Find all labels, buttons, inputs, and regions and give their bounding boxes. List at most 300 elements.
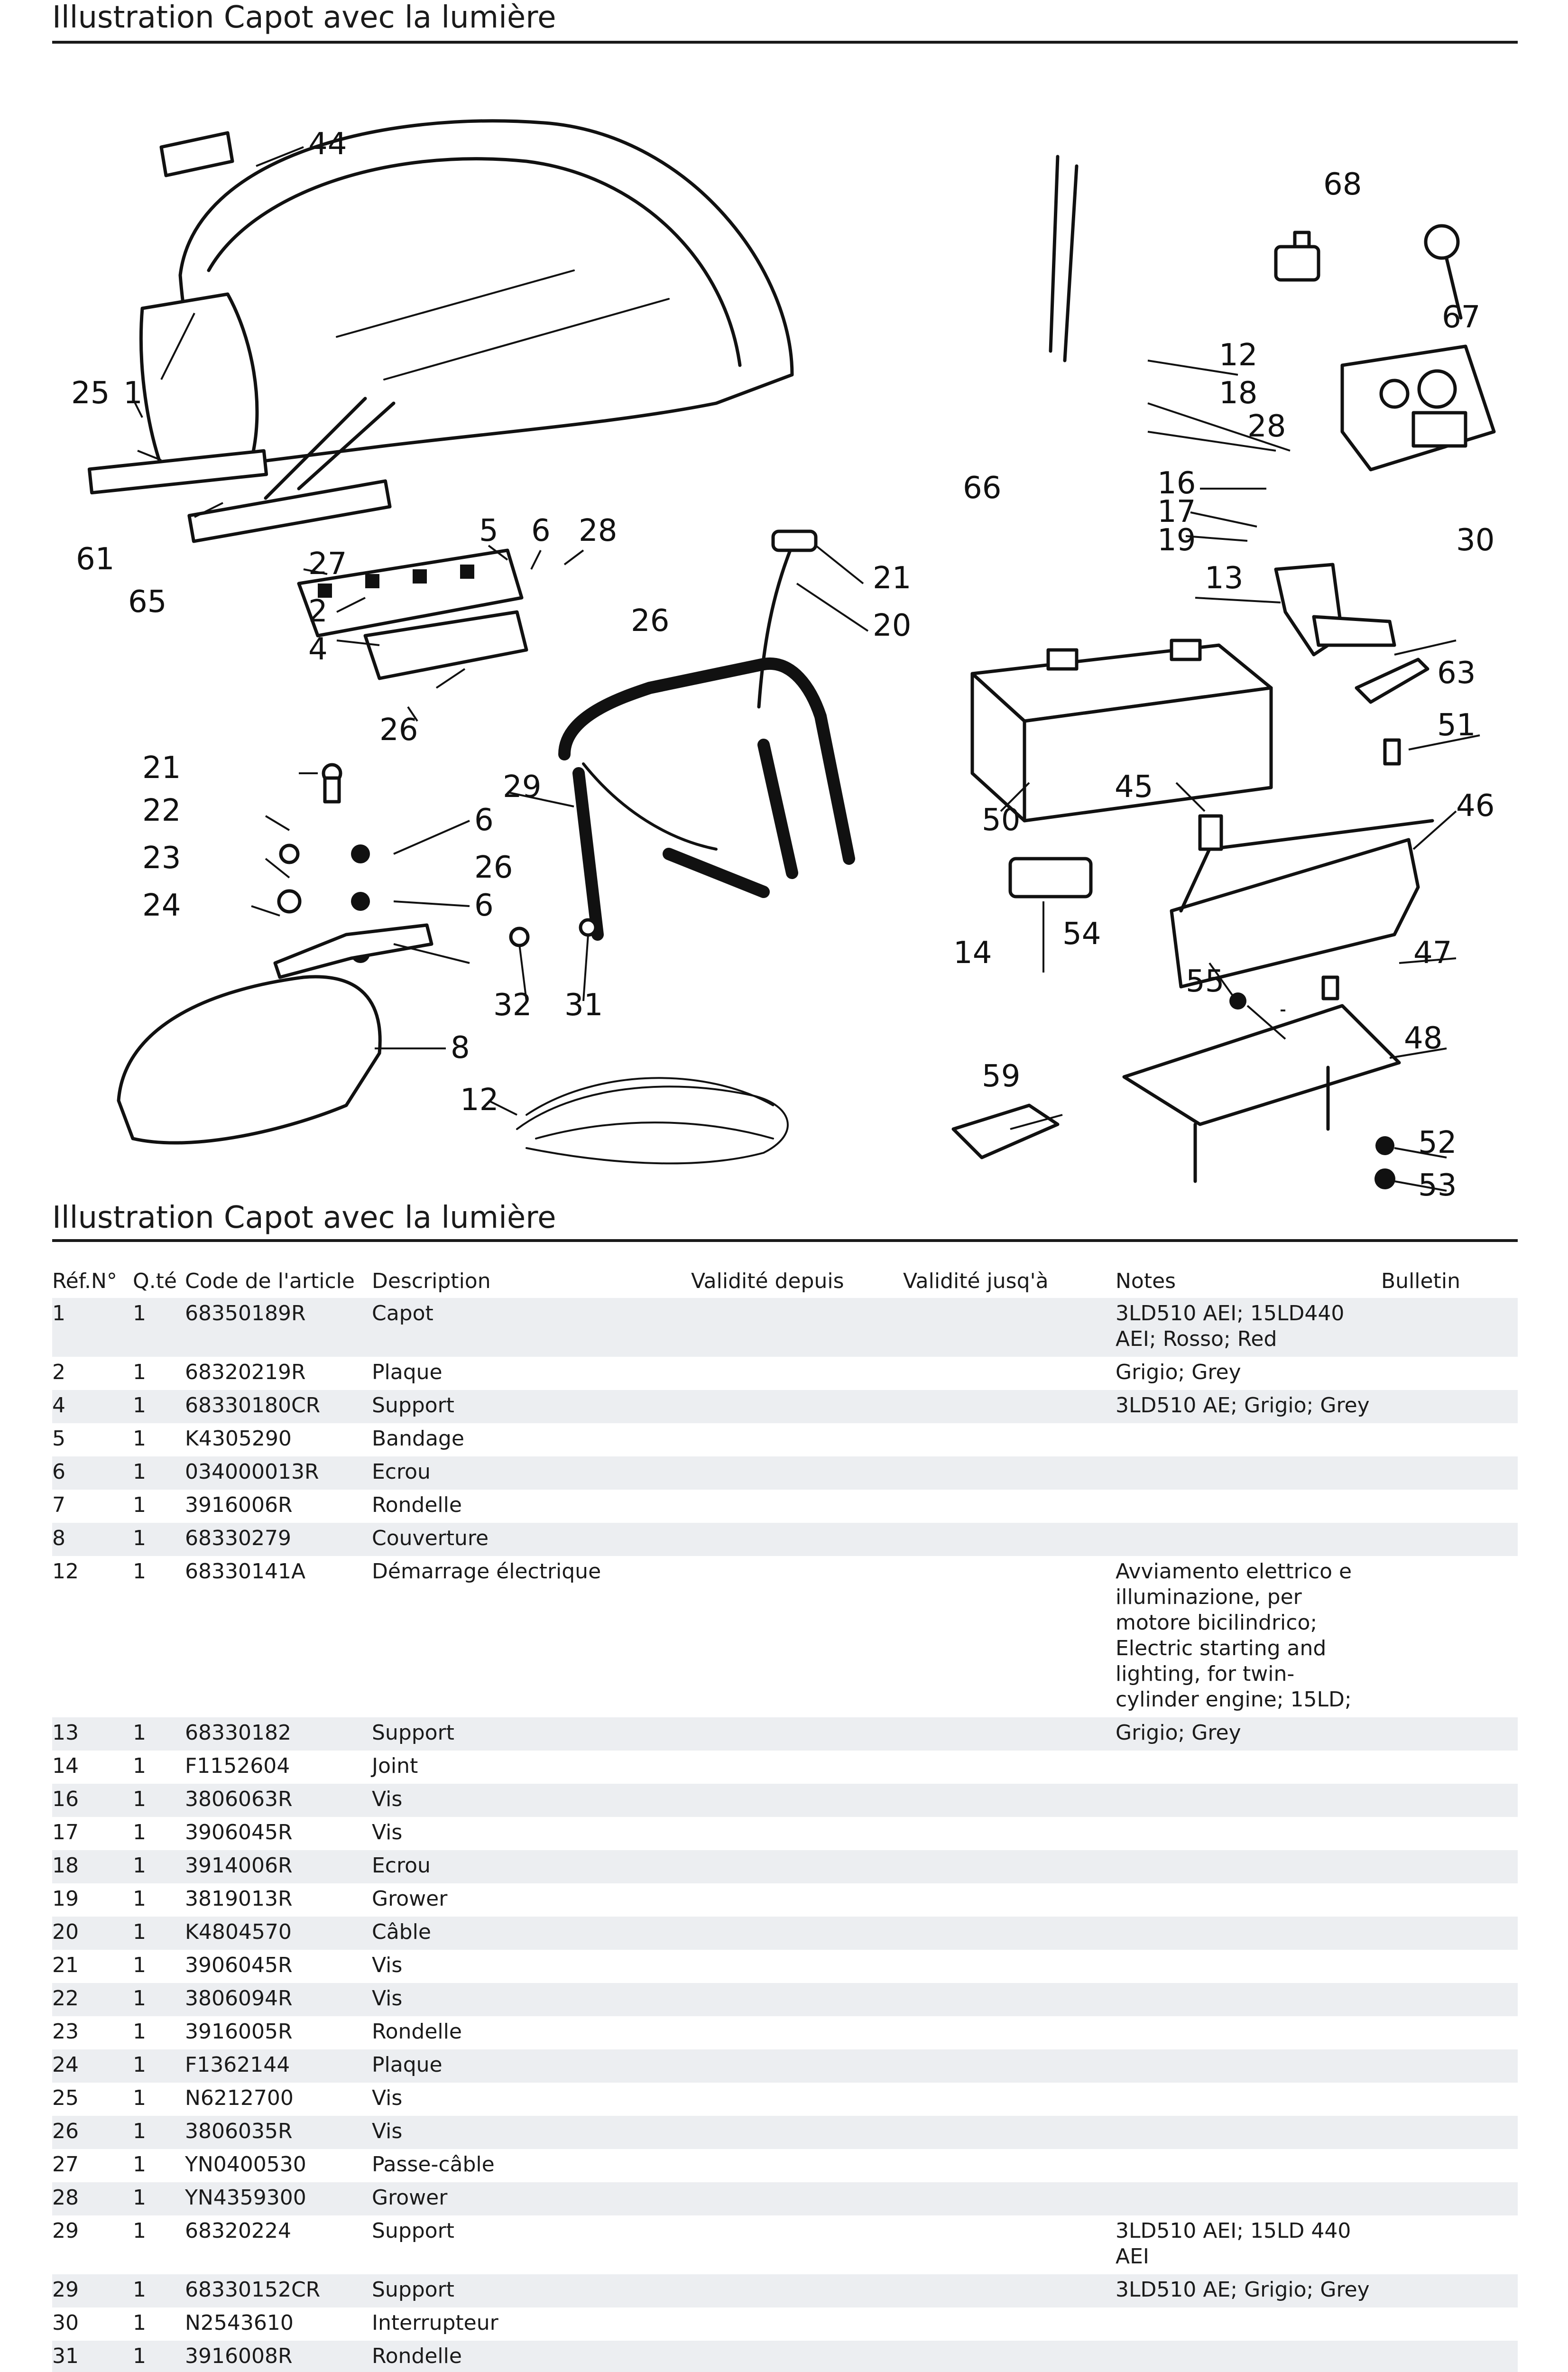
cell-bulletin: [1381, 1298, 1518, 1357]
cell-description: Passe-câble: [372, 2149, 691, 2182]
callout-63: 63: [1437, 656, 1476, 691]
cell-ref: 17: [52, 1817, 133, 1850]
cell-code: N2543610: [185, 2307, 372, 2341]
cell-notes: 3LD510 AE; Grigio; Grey: [1116, 2274, 1381, 2307]
cell-notes: [1116, 2016, 1381, 2049]
cell-qty: 1: [133, 2116, 185, 2149]
cell-qty: 1: [133, 1556, 185, 1717]
cell-bulletin: [1381, 1950, 1518, 1983]
cell-valid-to: [903, 1950, 1116, 1983]
cell-valid-from: [691, 1423, 903, 1456]
cell-code: K4305290: [185, 1423, 372, 1456]
cell-valid-to: [903, 1523, 1116, 1556]
hardware-parts: [275, 765, 432, 977]
cell-notes: [1116, 2307, 1381, 2341]
callout-12: 12: [460, 1083, 499, 1118]
callout-24: 24: [142, 888, 181, 923]
callout-16: 16: [1157, 466, 1196, 501]
table-body: [52, 1298, 1518, 2372]
callout-29: 29: [503, 769, 542, 805]
cell-valid-from: [691, 2016, 903, 2049]
callout-17: 17: [1157, 494, 1196, 529]
callout-32: 32: [493, 988, 532, 1023]
cell-qty: 1: [133, 2274, 185, 2307]
table-row: [52, 2215, 1518, 2274]
title-rule: [52, 1239, 1518, 1242]
cell-code: F1362144: [185, 2049, 372, 2083]
callout-4: 4: [308, 632, 328, 667]
cell-notes: [1116, 1817, 1381, 1850]
cell-valid-to: [903, 2116, 1116, 2149]
cell-valid-to: [903, 1490, 1116, 1523]
cell-bulletin: [1381, 1390, 1518, 1423]
callout-5: 5: [479, 513, 498, 548]
cell-code: 68330180CR: [185, 1390, 372, 1423]
cell-notes: [1116, 1950, 1381, 1983]
cell-qty: 1: [133, 1917, 185, 1950]
cell-description: Vis: [372, 1817, 691, 1850]
callout-27: 27: [308, 547, 347, 582]
wiring-harness-part: [517, 1078, 788, 1163]
table-row: [52, 1883, 1518, 1917]
cell-description: Vis: [372, 1950, 691, 1983]
cell-ref: 5: [52, 1423, 133, 1456]
callout-26b: 26: [379, 713, 418, 748]
cell-notes: Grigio; Grey: [1116, 1717, 1381, 1751]
cell-notes: [1116, 2116, 1381, 2149]
cell-qty: 1: [133, 2215, 185, 2274]
cell-bulletin: [1381, 2083, 1518, 2116]
table-row: [52, 1917, 1518, 1950]
cell-bulletin: [1381, 1883, 1518, 1917]
cell-notes: [1116, 1850, 1381, 1883]
cell-description: Ecrou: [372, 1850, 691, 1883]
cell-valid-to: [903, 2049, 1116, 2083]
cell-ref: 20: [52, 1917, 133, 1950]
cell-description: Vis: [372, 2083, 691, 2116]
cell-bulletin: [1381, 1423, 1518, 1456]
cell-bulletin: [1381, 1817, 1518, 1850]
cell-valid-from: [691, 1456, 903, 1490]
callout-46: 46: [1456, 788, 1495, 824]
cell-bulletin: [1381, 1523, 1518, 1556]
callout-1: 1: [123, 376, 143, 411]
cell-notes: [1116, 2083, 1381, 2116]
cell-valid-to: [903, 1390, 1116, 1423]
col-header-ref: Réf.N°: [52, 1269, 117, 1293]
cell-valid-to: [903, 2016, 1116, 2049]
support-63-part: [1356, 659, 1428, 702]
callout-22: 22: [142, 793, 181, 828]
table-row: [52, 1490, 1518, 1523]
cell-ref: 8: [52, 1523, 133, 1556]
section-title: Illustration Capot avec la lumière: [52, 1200, 556, 1235]
cell-description: Support: [372, 2274, 691, 2307]
callout-25: 25: [71, 376, 110, 411]
callout-21b: 21: [142, 751, 181, 786]
cell-ref: 14: [52, 1751, 133, 1784]
cell-bulletin: [1381, 2016, 1518, 2049]
callout-48: 48: [1404, 1021, 1443, 1056]
cell-valid-to: [903, 1817, 1116, 1850]
callout-20: 20: [873, 608, 912, 643]
cell-code: K4804570: [185, 1917, 372, 1950]
cell-valid-to: [903, 2274, 1116, 2307]
cell-code: 3806094R: [185, 1983, 372, 2016]
cell-notes: [1116, 1523, 1381, 1556]
cell-ref: 21: [52, 1950, 133, 1983]
cell-description: Démarrage électrique: [372, 1556, 691, 1717]
cell-valid-from: [691, 2341, 903, 2372]
cell-valid-from: [691, 1817, 903, 1850]
table-row: [52, 2083, 1518, 2116]
cell-notes: [1116, 1883, 1381, 1917]
table-row: [52, 2182, 1518, 2215]
cell-code: 3916005R: [185, 2016, 372, 2049]
callout-28b: 28: [1247, 409, 1286, 444]
cell-bulletin: [1381, 2274, 1518, 2307]
cell-description: Capot: [372, 1298, 691, 1357]
cell-valid-from: [691, 1917, 903, 1950]
cell-bulletin: [1381, 1917, 1518, 1950]
callout-12b: 12: [1219, 338, 1258, 373]
cell-valid-to: [903, 2215, 1116, 2274]
cell-notes: [1116, 1917, 1381, 1950]
cell-bulletin: [1381, 2182, 1518, 2215]
cell-valid-from: [691, 1357, 903, 1390]
cell-code: 68320219R: [185, 1357, 372, 1390]
callout-45: 45: [1115, 769, 1153, 805]
cell-notes: Grigio; Grey: [1116, 1357, 1381, 1390]
table-row: [52, 2274, 1518, 2307]
gasket-part: [1010, 859, 1091, 897]
cell-qty: 1: [133, 1850, 185, 1883]
cell-notes: [1116, 1456, 1381, 1490]
cell-valid-from: [691, 1751, 903, 1784]
cell-description: Plaque: [372, 1357, 691, 1390]
cell-code: YN4359300: [185, 2182, 372, 2215]
cell-ref: 23: [52, 2016, 133, 2049]
cell-bulletin: [1381, 1717, 1518, 1751]
callout-66: 66: [963, 471, 1002, 506]
callout-14: 14: [953, 936, 992, 971]
cell-ref: 26: [52, 2116, 133, 2149]
hood-part: [141, 121, 792, 479]
cell-notes: [1116, 2149, 1381, 2182]
cell-valid-from: [691, 1983, 903, 2016]
cell-description: Grower: [372, 2182, 691, 2215]
cell-bulletin: [1381, 1556, 1518, 1717]
cell-valid-from: [691, 2215, 903, 2274]
callout-31: 31: [564, 988, 603, 1023]
cell-valid-from: [691, 2116, 903, 2149]
cable-20-part: [759, 546, 792, 707]
battery-cable-part: [1051, 157, 1077, 361]
cell-qty: 1: [133, 2182, 185, 2215]
cell-code: 68330182: [185, 1717, 372, 1751]
cell-valid-to: [903, 1983, 1116, 2016]
cell-valid-from: [691, 1950, 903, 1983]
cell-qty: 1: [133, 1456, 185, 1490]
cell-valid-from: [691, 1850, 903, 1883]
cell-ref: 24: [52, 2049, 133, 2083]
cell-valid-to: [903, 1556, 1116, 1717]
cell-code: 3819013R: [185, 1883, 372, 1917]
cell-ref: 6: [52, 1456, 133, 1490]
cell-ref: 1: [52, 1298, 133, 1357]
cell-description: Couverture: [372, 1523, 691, 1556]
cell-notes: [1116, 1784, 1381, 1817]
table-row: [52, 2341, 1518, 2372]
cell-code: 3806035R: [185, 2116, 372, 2149]
cell-description: Bandage: [372, 1423, 691, 1456]
cell-qty: 1: [133, 1298, 185, 1357]
cell-bulletin: [1381, 1850, 1518, 1883]
key-switch-part: [1276, 232, 1319, 280]
cell-ref: 2: [52, 1357, 133, 1390]
cell-description: Rondelle: [372, 2016, 691, 2049]
cell-code: 68320224: [185, 2215, 372, 2274]
callout-2: 2: [308, 594, 328, 629]
table-row: [52, 1390, 1518, 1423]
table-row: [52, 1950, 1518, 1983]
col-header-description: Description: [372, 1269, 491, 1293]
cell-valid-from: [691, 1298, 903, 1357]
col-header-valid-from: Validité depuis: [691, 1269, 844, 1293]
cell-ref: 31: [52, 2341, 133, 2372]
cell-bulletin: [1381, 1357, 1518, 1390]
cell-code: 3914006R: [185, 1850, 372, 1883]
title-rule: [52, 41, 1518, 44]
callout-6c: 6: [474, 888, 494, 923]
cell-bulletin: [1381, 2149, 1518, 2182]
cell-valid-to: [903, 1423, 1116, 1456]
cell-bulletin: [1381, 2116, 1518, 2149]
callout-6b: 6: [474, 803, 494, 838]
cover-part: [119, 977, 380, 1143]
cell-qty: 1: [133, 1784, 185, 1817]
cell-valid-from: [691, 1523, 903, 1556]
callout-8: 8: [451, 1030, 470, 1066]
callout-53: 53: [1418, 1168, 1457, 1203]
cell-valid-to: [903, 1917, 1116, 1950]
cell-valid-from: [691, 2274, 903, 2307]
cell-description: Interrupteur: [372, 2307, 691, 2341]
cell-description: Grower: [372, 1883, 691, 1917]
callout-55: 55: [1186, 964, 1225, 999]
cell-description: Rondelle: [372, 1490, 691, 1523]
cell-bulletin: [1381, 2307, 1518, 2341]
cell-notes: 3LD510 AEI; 15LD 440 AEI: [1116, 2215, 1381, 2274]
callout-44: 44: [308, 127, 347, 162]
callout-51: 51: [1437, 708, 1476, 743]
cell-ref: 29: [52, 2215, 133, 2274]
cell-qty: 1: [133, 1883, 185, 1917]
switch-panel-part: [1342, 346, 1494, 470]
cell-valid-to: [903, 1850, 1116, 1883]
cell-qty: 1: [133, 1423, 185, 1456]
cell-code: 68330279: [185, 1523, 372, 1556]
table-row: [52, 2307, 1518, 2341]
cell-valid-to: [903, 2307, 1116, 2341]
cell-notes: [1116, 2182, 1381, 2215]
cell-qty: 1: [133, 2083, 185, 2116]
section-title: Illustration Capot avec la lumière: [52, 0, 556, 35]
cell-qty: 1: [133, 2016, 185, 2049]
table-header-row: [52, 1252, 1518, 1298]
cell-ref: 29: [52, 2274, 133, 2307]
cell-ref: 7: [52, 1490, 133, 1523]
cell-code: 3806063R: [185, 1784, 372, 1817]
cell-valid-from: [691, 1390, 903, 1423]
table-row: [52, 1556, 1518, 1717]
cell-ref: 4: [52, 1390, 133, 1423]
col-header-valid-to: Validité jusq'à: [903, 1269, 1049, 1293]
callout-6: 6: [531, 513, 551, 548]
exploded-view-drawing: [52, 71, 1518, 1203]
cell-bulletin: [1381, 1456, 1518, 1490]
cell-ref: 22: [52, 1983, 133, 2016]
callout-61: 61: [76, 542, 115, 577]
cell-description: Rondelle: [372, 2341, 691, 2372]
cell-code: 3916006R: [185, 1490, 372, 1523]
cell-bulletin: [1381, 2341, 1518, 2372]
cell-description: Vis: [372, 2116, 691, 2149]
cell-bulletin: [1381, 1983, 1518, 2016]
cell-valid-to: [903, 1717, 1116, 1751]
cell-valid-to: [903, 1883, 1116, 1917]
cell-qty: 1: [133, 1717, 185, 1751]
callout-13: 13: [1205, 561, 1244, 596]
callout-59: 59: [982, 1059, 1021, 1094]
table-row: [52, 1850, 1518, 1883]
cell-bulletin: [1381, 2049, 1518, 2083]
cell-code: 68330152CR: [185, 2274, 372, 2307]
table-row: [52, 1784, 1518, 1817]
cell-qty: 1: [133, 1817, 185, 1850]
cell-code: 68350189R: [185, 1298, 372, 1357]
cell-notes: 3LD510 AEI; 15LD440 AEI; Rosso; Red: [1116, 1298, 1381, 1357]
callout-23: 23: [142, 841, 181, 876]
cell-valid-to: [903, 1456, 1116, 1490]
support-59-part: [953, 1105, 1058, 1158]
callout-67: 67: [1442, 300, 1481, 335]
table-row: [52, 1983, 1518, 2016]
callout-65: 65: [128, 584, 167, 620]
callout-7: 26: [474, 850, 513, 885]
callout-28: 28: [579, 513, 618, 548]
cell-valid-from: [691, 1490, 903, 1523]
cell-valid-to: [903, 1298, 1116, 1357]
cell-valid-to: [903, 2149, 1116, 2182]
cell-bulletin: [1381, 2215, 1518, 2274]
cell-description: Support: [372, 1390, 691, 1423]
cell-valid-from: [691, 2149, 903, 2182]
cell-bulletin: [1381, 1784, 1518, 1817]
cell-notes: Avviamento elettrico e illuminazione, per motore bicilindrico; Electric starting and lighting, for twin-cylinder engine; 15LD;: [1116, 1556, 1381, 1717]
cell-valid-from: [691, 2049, 903, 2083]
table-row: [52, 1357, 1518, 1390]
callout-47: 47: [1413, 936, 1452, 971]
cell-description: Plaque: [372, 2049, 691, 2083]
col-header-code: Code de l'article: [185, 1269, 355, 1293]
cell-description: Vis: [372, 1983, 691, 2016]
cell-ref: 12: [52, 1556, 133, 1717]
cell-ref: 19: [52, 1883, 133, 1917]
cell-code: F1152604: [185, 1751, 372, 1784]
cell-qty: 1: [133, 1523, 185, 1556]
cell-bulletin: [1381, 1490, 1518, 1523]
col-header-notes: Notes: [1116, 1269, 1176, 1293]
cell-qty: 1: [133, 2307, 185, 2341]
cell-valid-from: [691, 2182, 903, 2215]
cell-notes: [1116, 1983, 1381, 2016]
table-row: [52, 2116, 1518, 2149]
cell-qty: 1: [133, 2049, 185, 2083]
cell-bulletin: [1381, 1751, 1518, 1784]
table-row: [52, 1298, 1518, 1357]
cell-valid-from: [691, 1717, 903, 1751]
table-row: [52, 1423, 1518, 1456]
cell-qty: 1: [133, 2149, 185, 2182]
cell-description: Ecrou: [372, 1456, 691, 1490]
cell-valid-to: [903, 1357, 1116, 1390]
cell-notes: [1116, 2049, 1381, 2083]
cell-ref: 13: [52, 1717, 133, 1751]
cell-description: Vis: [372, 1784, 691, 1817]
cell-ref: 18: [52, 1850, 133, 1883]
cell-valid-from: [691, 1556, 903, 1717]
callout-21: 21: [873, 561, 912, 596]
cell-notes: [1116, 1490, 1381, 1523]
cell-valid-from: [691, 2083, 903, 2116]
cell-notes: [1116, 2341, 1381, 2372]
cell-valid-to: [903, 2182, 1116, 2215]
table-row: [52, 1456, 1518, 1490]
cell-code: 3906045R: [185, 1950, 372, 1983]
cell-notes: [1116, 1751, 1381, 1784]
callout-26: 26: [631, 603, 670, 639]
cell-ref: 25: [52, 2083, 133, 2116]
callout-19: 19: [1157, 523, 1196, 558]
cell-qty: 1: [133, 1390, 185, 1423]
cell-description: Câble: [372, 1917, 691, 1950]
table-row: [52, 1817, 1518, 1850]
bracket-65-part: [189, 481, 390, 541]
cell-description: Support: [372, 2215, 691, 2274]
table-row: [52, 1751, 1518, 1784]
callout-52: 52: [1418, 1125, 1457, 1160]
table-row: [52, 2049, 1518, 2083]
cell-code: 034000013R: [185, 1456, 372, 1490]
cell-notes: 3LD510 AE; Grigio; Grey: [1116, 1390, 1381, 1423]
cell-code: 68330141A: [185, 1556, 372, 1717]
table-row: [52, 2149, 1518, 2182]
cell-qty: 1: [133, 1490, 185, 1523]
callout-54: 54: [1062, 917, 1101, 952]
tube-frame-part: [564, 664, 849, 935]
callout-68: 68: [1323, 167, 1362, 202]
cell-description: Support: [372, 1717, 691, 1751]
cell-ref: 28: [52, 2182, 133, 2215]
cell-ref: 16: [52, 1784, 133, 1817]
cell-valid-from: [691, 2307, 903, 2341]
cell-valid-to: [903, 2083, 1116, 2116]
cell-ref: 27: [52, 2149, 133, 2182]
cell-qty: 1: [133, 2341, 185, 2372]
cell-qty: 1: [133, 1983, 185, 2016]
support-48-part: [1124, 1006, 1399, 1124]
